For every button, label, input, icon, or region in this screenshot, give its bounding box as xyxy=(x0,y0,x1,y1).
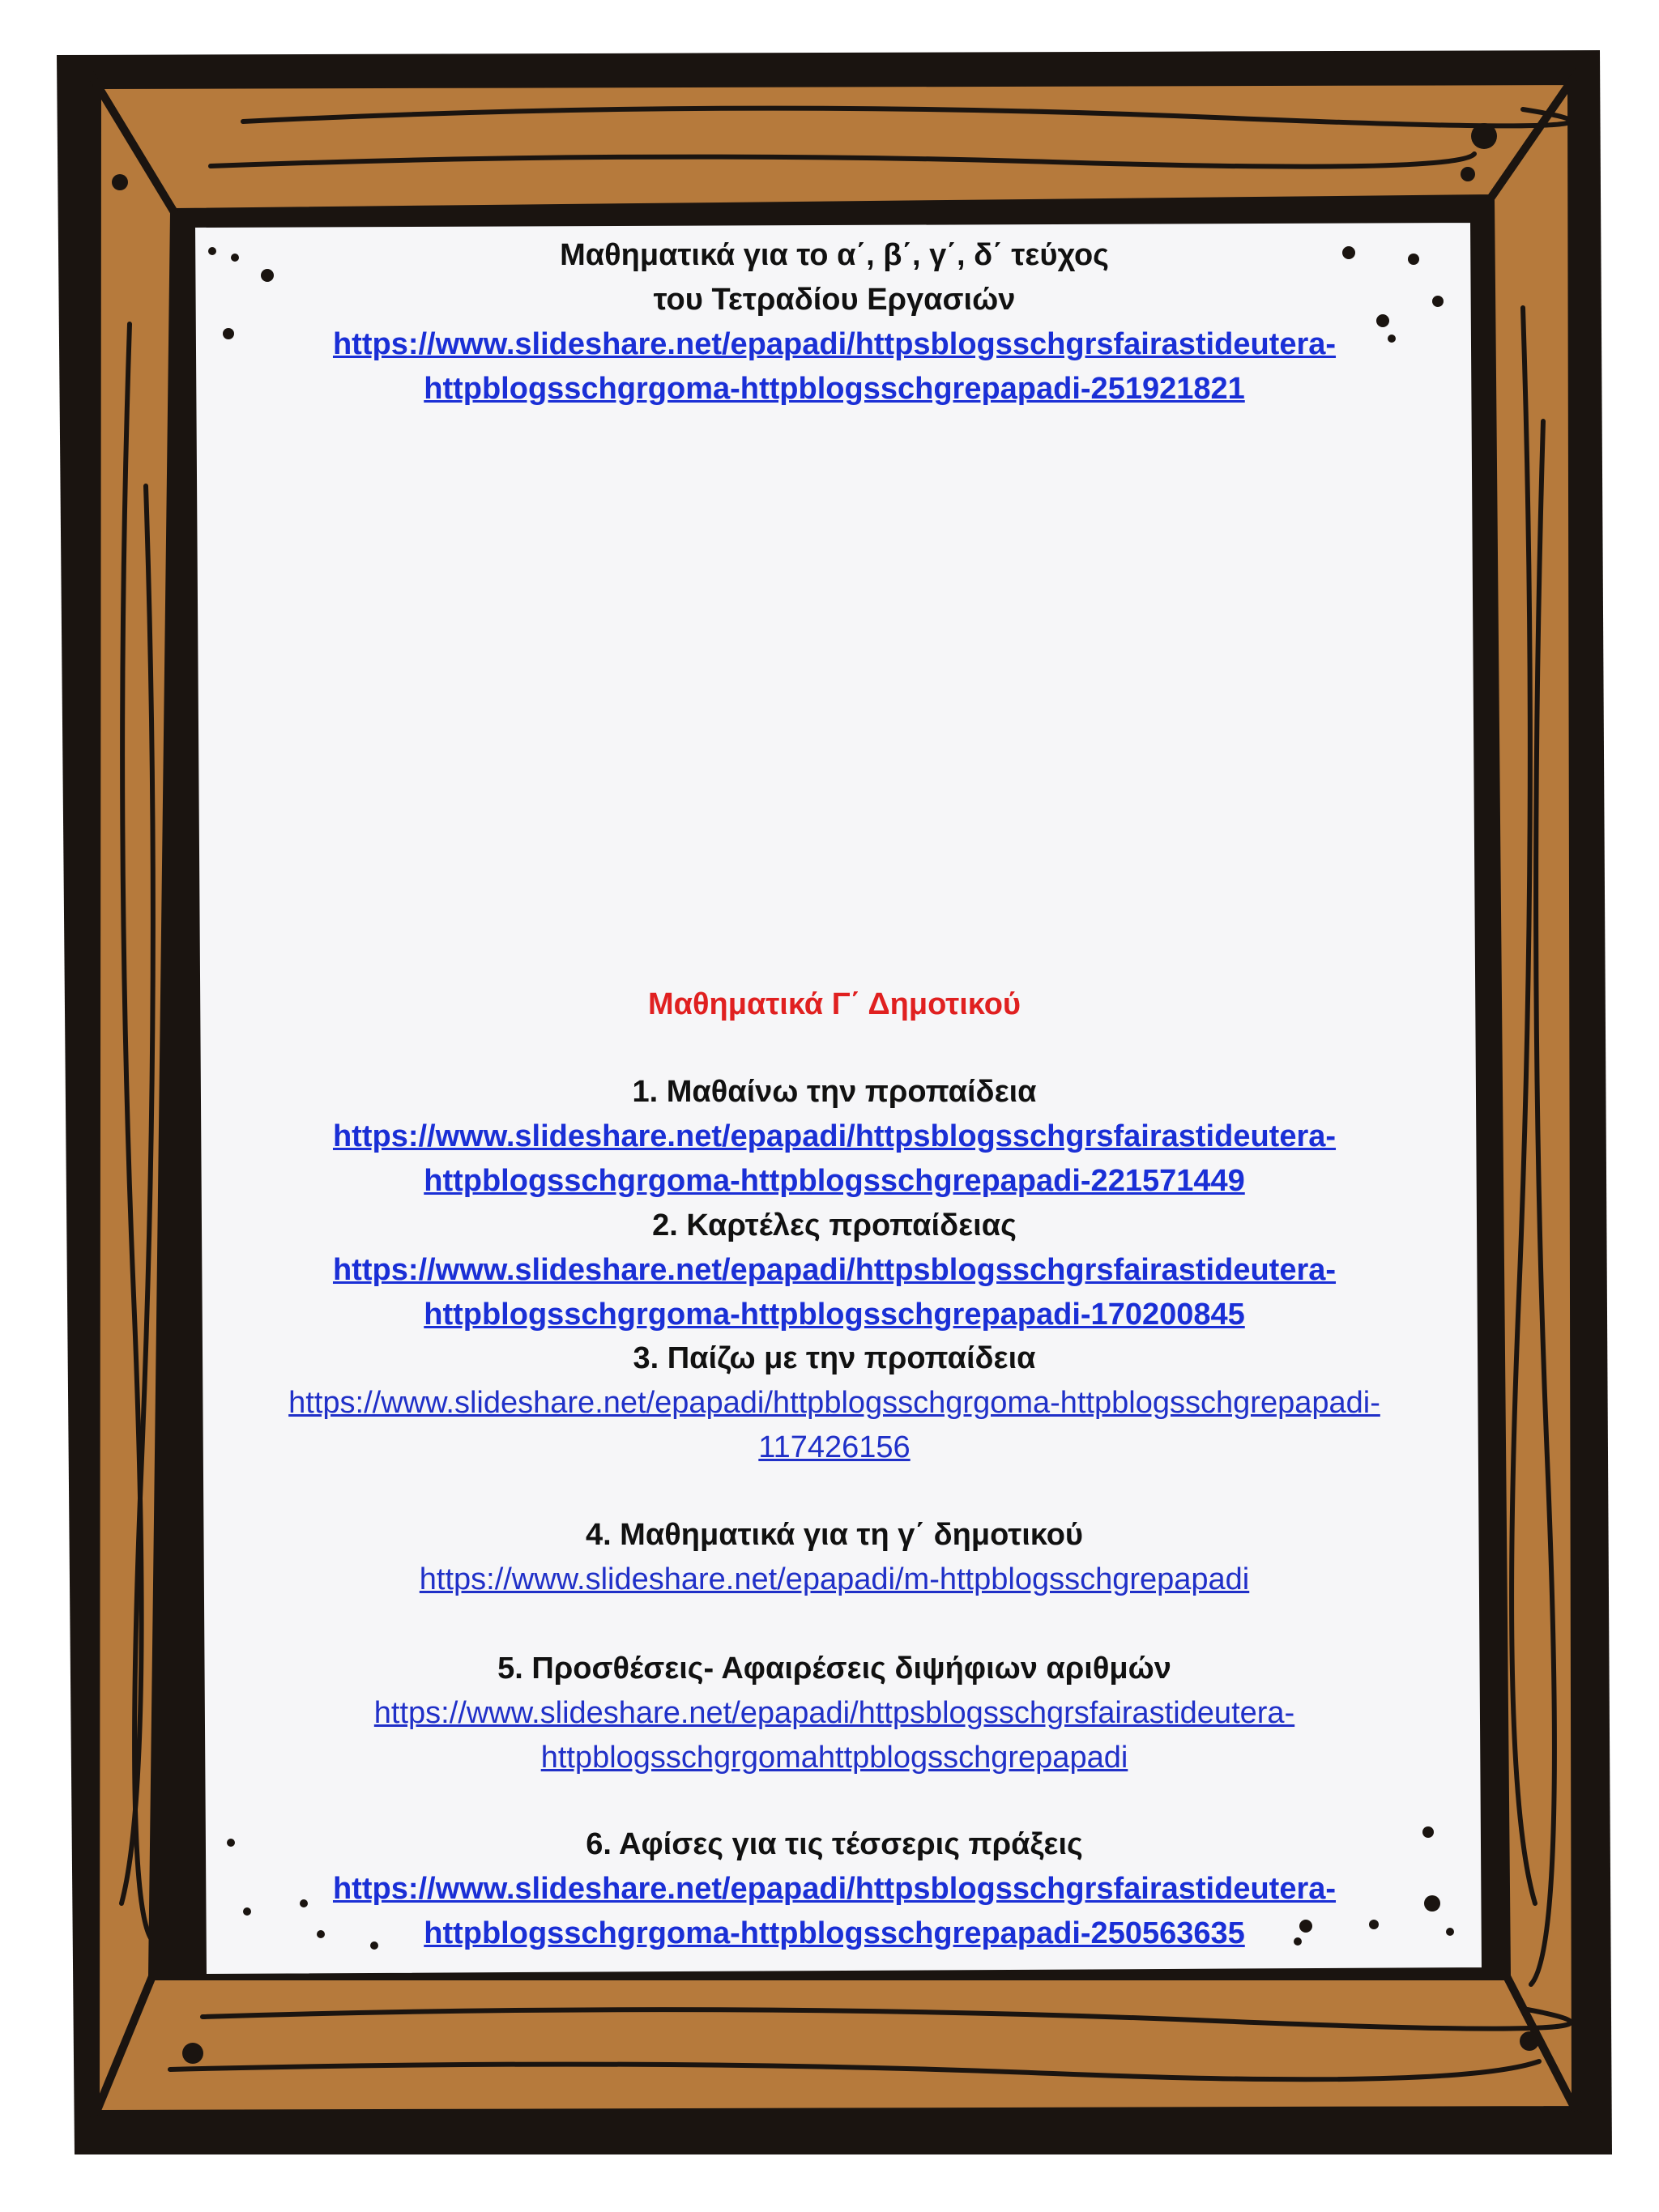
item-label: 3. Παίζω με την προπαίδεια xyxy=(633,1341,1036,1375)
item-link-line1[interactable]: https://www.slideshare.net/epapadi/httpsblogsschgrsfairastideutera- xyxy=(373,1696,1295,1730)
workbook-link-line1[interactable]: https://www.slideshare.net/epapadi/httpsblogsschgrsfairastideutera- xyxy=(332,327,1337,361)
item-label: 4. Μαθηματικά για τη γ΄ δημοτικού xyxy=(585,1518,1084,1552)
list-item xyxy=(203,1336,1466,1470)
section-title: Μαθηματικά Γ΄ Δημοτικού xyxy=(647,987,1021,1021)
item-link-line1[interactable]: https://www.slideshare.net/epapadi/httpsblogsschgrsfairastideutera- xyxy=(332,1872,1337,1906)
item-link-line2[interactable]: httpblogsschgrgoma-httpblogsschgrepapadi-250563635 xyxy=(424,1916,1245,1950)
list-item xyxy=(203,1822,1466,1956)
frame-top-plank xyxy=(97,81,1572,212)
frame-bottom-plank xyxy=(96,1976,1576,2114)
item-link-line2[interactable]: httpblogsschgrgoma-httpblogsschgrepapadi-170200845 xyxy=(424,1298,1245,1332)
item-label: 6. Αφίσες για τις τέσσερις πράξεις xyxy=(586,1827,1083,1861)
list-item xyxy=(203,1513,1466,1602)
item-link-line1[interactable]: https://www.slideshare.net/epapadi/httpsblogsschgrsfairastideutera- xyxy=(332,1253,1337,1287)
item-label: 2. Καρτέλες προπαίδειας xyxy=(652,1208,1017,1242)
item-link-line2[interactable]: httpblogsschgrgomahttpblogsschgrepapadi xyxy=(540,1741,1128,1775)
list-item xyxy=(203,1204,1466,1337)
workbook-title-line2: του Τετραδίου Εργασιών xyxy=(653,283,1016,317)
item-link-line1[interactable]: https://www.slideshare.net/epapadi/httpsblogsschgrsfairastideutera- xyxy=(332,1119,1337,1153)
item-link-line1[interactable]: https://www.slideshare.net/epapadi/httpblogsschgrgoma-httpblogsschgrepapadi- xyxy=(288,1386,1380,1420)
item-label: 5. Προσθέσεις- Αφαιρέσεις διψήφιων αριθμών xyxy=(497,1652,1171,1686)
list-item xyxy=(203,1647,1466,1780)
item-link-line1[interactable]: https://www.slideshare.net/epapadi/m-httpblogsschgrepapadi xyxy=(419,1562,1250,1596)
workbook-link-line2[interactable]: httpblogsschgrgoma-httpblogsschgrepapadi-251921821 xyxy=(424,372,1245,406)
item-link-line2[interactable]: httpblogsschgrgoma-httpblogsschgrepapadi-221571449 xyxy=(424,1164,1245,1198)
item-label: 1. Μαθαίνω την προπαίδεια xyxy=(632,1075,1037,1109)
frame-right-plank xyxy=(1491,81,1576,2110)
workbook-title-line1: Μαθηματικά για το α΄, β΄, γ΄, δ΄ τεύχος xyxy=(560,238,1109,272)
workbook-header-block xyxy=(203,233,1466,411)
item-link-line2[interactable]: 117426156 xyxy=(758,1430,911,1464)
document-content xyxy=(203,225,1466,1967)
list-item xyxy=(203,1070,1466,1204)
